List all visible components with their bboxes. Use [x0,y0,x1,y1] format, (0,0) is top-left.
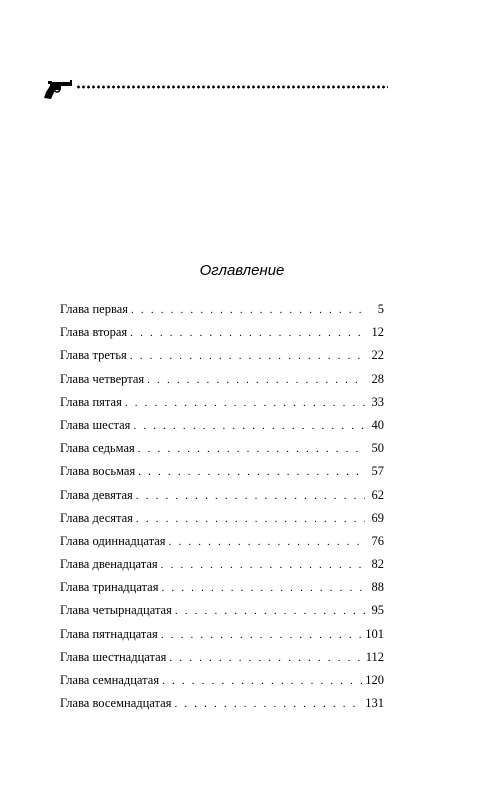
dot-leader [169,647,362,670]
toc-entry[interactable] [60,484,384,507]
dotted-rule [76,85,388,89]
toc-entry[interactable] [60,692,384,715]
toc-entry[interactable] [60,321,384,344]
toc-page-number: 76 [371,533,384,548]
toc-entry[interactable] [60,553,384,576]
toc-chapter-title: Глава семнадцатая [60,673,160,687]
toc-page-number: 112 [365,649,384,664]
toc-entry[interactable] [60,298,384,321]
toc-entry[interactable] [60,576,384,599]
toc-page-number: 82 [371,557,384,572]
toc-chapter-title: Глава пятая [60,394,122,409]
toc-chapter-title: Глава четвертая [60,371,145,386]
dot-leader [161,577,365,600]
dot-leader [136,485,365,508]
dot-leader [169,531,365,554]
dot-leader [125,392,365,415]
dot-leader [161,554,365,577]
toc-entry[interactable] [60,530,384,553]
dot-leader [136,508,365,531]
toc-chapter-title: Глава девятая [60,487,133,502]
toc-chapter-title: Глава десятая [60,510,133,525]
dot-leader [138,461,365,484]
revolver-icon [40,80,74,100]
toc-page-number: 95 [371,603,384,618]
toc-entry[interactable] [60,344,384,367]
toc-page-number: 22 [371,348,384,363]
toc-page-number: 12 [371,325,384,340]
table-of-contents [60,298,384,715]
toc-page-number: 88 [371,580,384,595]
toc-chapter-title: Глава четырнадцатая [60,603,172,618]
toc-page-number: 131 [365,696,384,711]
dot-leader [130,322,365,345]
dot-leader [138,438,365,461]
toc-chapter-title: Глава вторая [60,325,128,340]
toc-entry[interactable] [60,414,384,437]
toc-chapter-title: Глава третья [60,348,127,363]
dot-leader [174,693,362,716]
toc-chapter-title: Глава одиннадцатая [60,533,166,548]
toc-page-number: 57 [371,464,384,479]
toc-page-number: 5 [377,302,384,316]
toc-entry[interactable] [60,669,384,692]
toc-chapter-title: Глава двенадцатая [60,557,158,572]
toc-entry[interactable] [60,599,384,622]
toc-entry[interactable] [60,368,384,391]
dot-leader [162,670,362,693]
toc-entry[interactable] [60,646,384,669]
dot-leader [161,624,362,647]
toc-chapter-title: Глава пятнадцатая [60,626,158,641]
toc-entry[interactable] [60,507,384,530]
toc-page-number: 120 [365,673,384,687]
dot-leader [175,600,365,623]
toc-page-number: 50 [371,441,384,456]
toc-chapter-title: Глава первая [60,302,129,316]
toc-page-number: 33 [371,394,384,409]
toc-entry[interactable] [60,437,384,460]
toc-page-number: 40 [371,417,384,432]
dot-leader [130,345,365,368]
page-header [40,80,390,100]
toc-title: Оглавление [199,262,285,279]
toc-chapter-title: Глава шестая [60,417,131,432]
dot-leader [131,299,365,322]
dot-leader [147,369,365,392]
toc-entry[interactable] [60,623,384,646]
toc-chapter-title: Глава восьмая [60,464,136,479]
toc-chapter-title: Глава тринадцатая [60,580,159,595]
toc-entry[interactable] [60,460,384,483]
toc-chapter-title: Глава седьмая [60,441,135,456]
toc-page-number: 62 [371,487,384,502]
toc-page-number: 101 [365,626,384,641]
toc-page-number: 28 [371,371,384,386]
toc-page-number: 69 [371,510,384,525]
toc-entry[interactable] [60,391,384,414]
dot-leader [133,415,365,438]
toc-chapter-title: Глава восемнадцатая [60,696,172,711]
toc-chapter-title: Глава шестнадцатая [60,649,167,664]
